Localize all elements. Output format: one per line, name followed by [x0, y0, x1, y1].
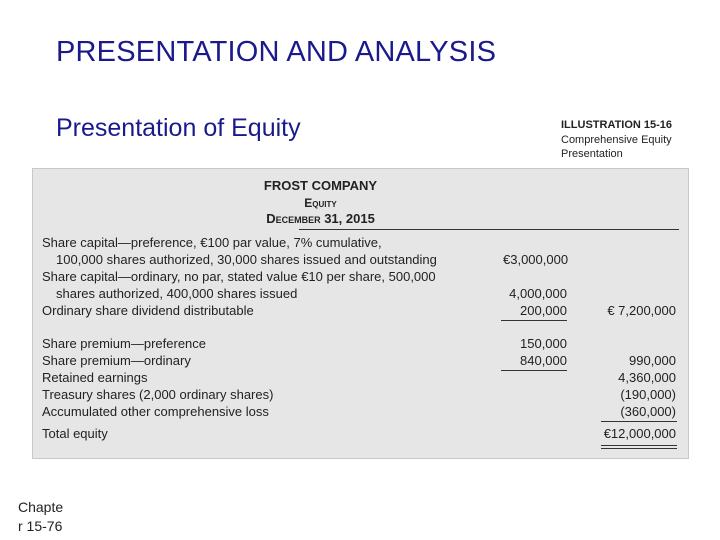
- row-label-treasury-shares: Treasury shares (2,000 ordinary shares): [42, 387, 274, 402]
- value-retained-earnings: 4,360,000: [618, 370, 676, 385]
- header-rule: [299, 229, 679, 230]
- value-premium-ord: 840,000: [520, 353, 567, 368]
- value-treasury-shares: (190,000): [620, 387, 676, 402]
- footer-line-1: Chapte: [18, 499, 64, 515]
- row-label-total-equity: Total equity: [42, 426, 108, 441]
- row-label-dividend-distributable: Ordinary share dividend distributable: [42, 303, 254, 318]
- value-ord-capital: 4,000,000: [509, 286, 567, 301]
- row-label-premium-pref: Share premium—preference: [42, 336, 207, 351]
- illustration-title: ILLUSTRATION 15-16: [561, 119, 673, 131]
- row-label-ord-capital-1: Share capital—ordinary, no par, stated value €10 per share, 500,000: [42, 269, 436, 284]
- value-premium-pref: 150,000: [520, 336, 567, 351]
- value-aoci-loss: (360,000): [620, 404, 676, 419]
- slide-title: PRESENTATION AND ANALYSIS: [56, 36, 497, 68]
- chapter-footer: [18, 498, 63, 536]
- row-label-premium-ord: Share premium—ordinary: [42, 353, 191, 368]
- row-label-retained-earnings: Retained earnings: [42, 370, 148, 385]
- subtotal-rule-2: [501, 370, 567, 371]
- statement-heading: Equity: [304, 196, 337, 210]
- value-total-capital: € 7,200,000: [607, 303, 676, 318]
- equity-statement-panel: [32, 168, 689, 459]
- footer-line-2: r 15-76: [18, 518, 63, 534]
- subtotal-rule-1: [501, 320, 567, 321]
- value-pref-capital: €3,000,000: [503, 252, 569, 267]
- illustration-description: Comprehensive Equity Presentation: [561, 134, 672, 160]
- total-double-rule-1: [601, 445, 677, 446]
- total-double-rule-2: [601, 448, 677, 449]
- row-label-aoci-loss: Accumulated other comprehensive loss: [42, 404, 269, 419]
- statement-date: December 31, 2015: [266, 211, 375, 226]
- value-total-premium: 990,000: [629, 353, 676, 368]
- value-dividend-distributable: 200,000: [520, 303, 567, 318]
- total-rule-top: [601, 421, 677, 422]
- row-label-pref-capital-2: 100,000 shares authorized, 30,000 shares issued and outstanding: [56, 252, 437, 267]
- row-label-pref-capital-1: Share capital—preference, €100 par value, 7% cumulative,: [42, 235, 382, 250]
- slide-subtitle: Presentation of Equity: [56, 114, 301, 142]
- value-total-equity: €12,000,000: [603, 426, 676, 441]
- statement-company: FROST COMPANY: [263, 178, 378, 193]
- row-label-ord-capital-2: shares authorized, 400,000 shares issued: [56, 286, 298, 301]
